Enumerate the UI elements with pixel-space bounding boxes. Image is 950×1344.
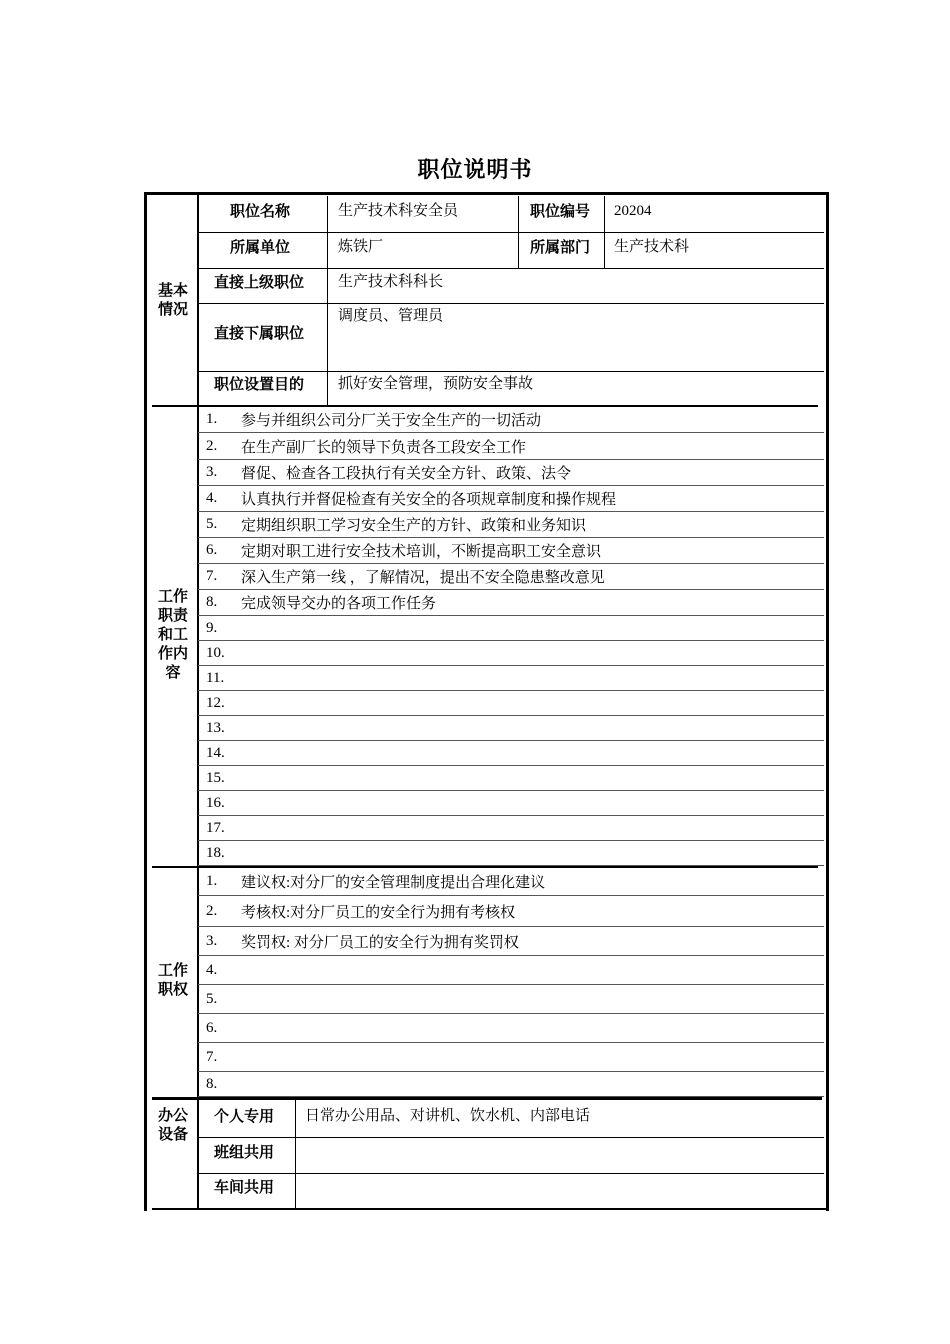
list-item	[198, 816, 824, 841]
section-divider	[152, 1097, 822, 1100]
item-number: 3.	[206, 932, 218, 949]
item-number: 17.	[206, 819, 225, 836]
duties-section-label-text: 工作职责和工作内容	[157, 587, 188, 681]
purpose-value: 抓好安全管理，预防安全事故	[338, 376, 534, 392]
dept-label: 所属部门	[530, 238, 591, 256]
position-no-label: 职位编号	[530, 202, 591, 220]
list-item	[198, 896, 824, 927]
authority-section-label-text: 工作职权	[157, 961, 188, 998]
subordinate-label: 直接下属职位	[214, 324, 305, 342]
list-item	[198, 841, 824, 866]
equipment-row-line	[198, 1173, 824, 1174]
position-no-value: 20204	[614, 203, 652, 219]
item-text: 督促、检查各工段执行有关安全方针、政策、法令	[241, 466, 572, 482]
item-number: 12.	[206, 694, 225, 711]
list-item	[198, 956, 824, 985]
item-number: 4.	[206, 961, 218, 978]
personal-value: 日常办公用品、对讲机、饮水机、内部电话	[305, 1108, 591, 1124]
item-text: 定期组织职工学习安全生产的方针、政策和业务知识	[241, 518, 587, 534]
list-item	[198, 927, 824, 956]
item-number: 5.	[206, 990, 218, 1007]
basic-row-line	[198, 232, 824, 233]
list-item	[198, 766, 824, 791]
item-number: 9.	[206, 619, 218, 636]
list-item	[198, 868, 824, 896]
purpose-label: 职位设置目的	[214, 375, 305, 393]
list-item	[198, 512, 824, 538]
item-number: 8.	[206, 1075, 218, 1092]
position-name-value: 生产技术科安全员	[338, 203, 459, 219]
item-text: 在生产副厂长的领导下负责各工段安全工作	[241, 439, 527, 456]
item-number: 7.	[206, 1048, 218, 1065]
superior-value: 生产技术科科长	[338, 274, 444, 290]
duties-section-label	[153, 587, 193, 682]
item-number: 10.	[206, 644, 225, 661]
list-item	[198, 641, 824, 666]
list-item	[198, 716, 824, 741]
item-number: 18.	[206, 844, 225, 861]
item-number: 1.	[206, 873, 218, 889]
list-item	[198, 1043, 824, 1072]
table-bottom-line	[152, 1208, 828, 1210]
item-number: 13.	[206, 719, 225, 736]
item-number: 16.	[206, 794, 225, 811]
item-text: 完成领导交办的各项工作任务	[241, 596, 437, 612]
unit-value: 炼铁厂	[338, 239, 384, 255]
equipment-col-divider	[295, 1100, 296, 1210]
item-text: 奖罚权: 对分厂员工的安全行为拥有奖罚权	[241, 934, 519, 951]
item-text: 深入生产第一线 ，了解情况，提出不安全隐患整改意见	[241, 570, 605, 586]
list-item	[198, 791, 824, 816]
item-number: 4.	[206, 490, 218, 506]
list-item	[198, 616, 824, 641]
workshop-label: 车间共用	[214, 1178, 275, 1196]
position-name-label: 职位名称	[230, 202, 291, 220]
equipment-section-label	[153, 1106, 193, 1144]
basic-row-line	[198, 303, 824, 304]
item-number: 8.	[206, 594, 218, 610]
item-number: 5.	[206, 516, 218, 532]
equipment-row-line	[198, 1137, 824, 1138]
list-item	[198, 486, 824, 512]
unit-label: 所属单位	[230, 238, 291, 256]
item-text: 参与并组织公司分厂关于安全生产的一切活动	[241, 413, 542, 429]
item-text: 认真执行并督促检查有关安全的各项规章制度和操作规程	[241, 492, 617, 508]
list-item	[198, 741, 824, 766]
list-item	[198, 564, 824, 590]
authority-section-label	[153, 961, 193, 999]
item-number: 2.	[206, 902, 218, 919]
basic-row-line	[198, 268, 824, 269]
item-number: 1.	[206, 411, 218, 427]
list-item	[198, 590, 824, 616]
list-item	[198, 1072, 824, 1097]
list-item	[198, 985, 824, 1014]
list-item	[198, 666, 824, 691]
item-number: 14.	[206, 744, 225, 761]
personal-label: 个人专用	[214, 1107, 275, 1125]
superior-label: 直接上级职位	[214, 273, 305, 291]
item-number: 2.	[206, 437, 218, 454]
item-number: 7.	[206, 568, 218, 584]
basic-section-label: 基本情况	[157, 281, 188, 318]
basic-row-line	[198, 371, 824, 372]
dept-value: 生产技术科	[614, 239, 690, 255]
list-item	[198, 691, 824, 716]
equipment-section-label-text: 办公设备	[157, 1106, 188, 1143]
item-text: 定期对职工进行安全技术培训，不断提高职工安全意识	[241, 544, 602, 560]
item-number: 6.	[206, 1019, 218, 1036]
team-label: 班组共用	[214, 1143, 275, 1161]
item-text: 建议权:对分厂的安全管理制度提出合理化建议	[241, 875, 546, 891]
item-number: 3.	[206, 464, 218, 480]
item-text: 考核权:对分厂员工的安全行为拥有考核权	[241, 904, 516, 921]
subordinate-value: 调度员、管理员	[338, 308, 444, 324]
list-item	[198, 433, 824, 460]
list-item	[198, 407, 824, 433]
page-title: 职位说明书	[417, 158, 533, 183]
item-number: 11.	[206, 669, 225, 686]
item-number: 15.	[206, 769, 225, 786]
basic-col-divider-1	[327, 196, 328, 406]
list-item	[198, 538, 824, 564]
list-item	[198, 460, 824, 486]
list-item	[198, 1014, 824, 1043]
item-number: 6.	[206, 542, 218, 558]
